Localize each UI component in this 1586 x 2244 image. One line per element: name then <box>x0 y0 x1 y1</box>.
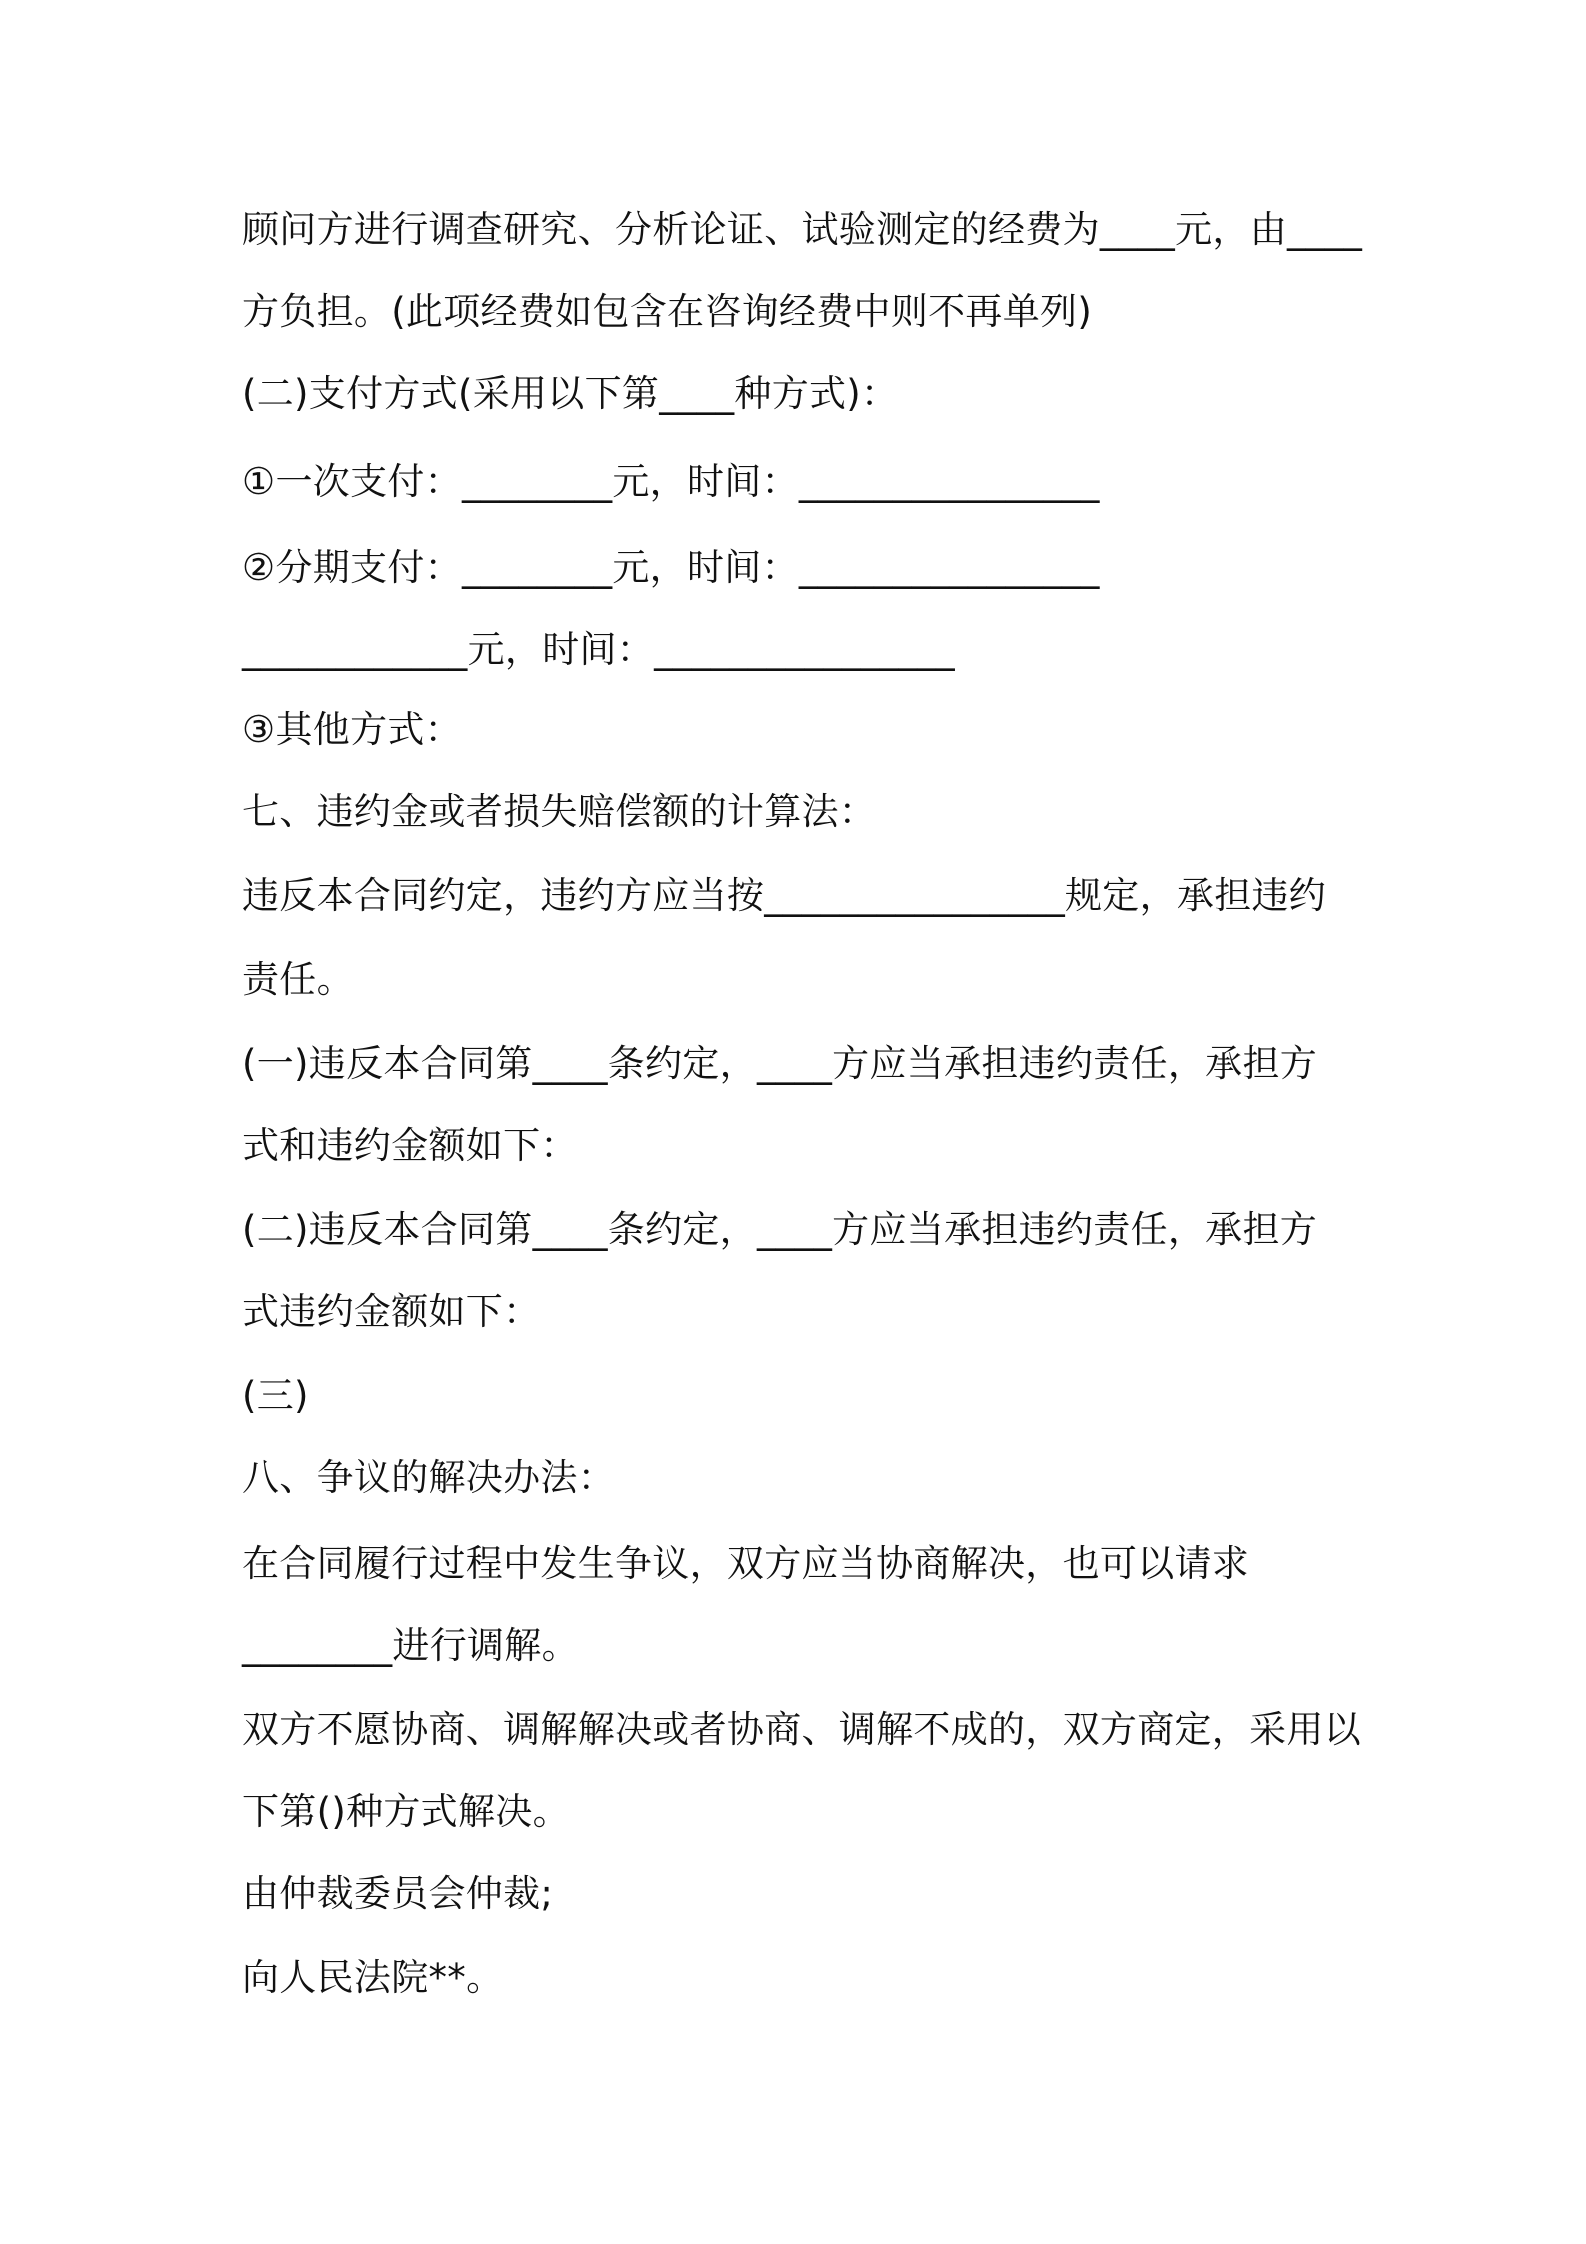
text-line-payment-method: (二)支付方式(采用以下第____种方式)： <box>242 372 899 415</box>
text-line-negotiation: 在合同履行过程中发生争议，双方应当协商解决，也可以请求 <box>242 1542 1250 1585</box>
text-line-expense: 顾问方进行调查研究、分析论证、试验测定的经费为____元，由____ <box>242 208 1363 251</box>
text-line-installment-2: ____________元，时间：________________ <box>242 628 955 671</box>
text-line-other-method: ③其他方式： <box>242 708 462 751</box>
text-line-breach: 违反本合同约定，违约方应当按________________规定，承担违约 <box>242 874 1327 917</box>
text-line-resolution: 双方不愿协商、调解解决或者协商、调解不成的，双方商定，采用以 <box>242 1708 1361 1751</box>
text-line-expense-bearer: 方负担。(此项经费如包含在咨询经费中则不再单列) <box>242 290 1093 333</box>
text-line-installment: ②分期支付：________元，时间：________________ <box>242 546 1100 589</box>
text-line-breach-clause-2: (二)违反本合同第____条约定，____方应当承担违约责任，承担方 <box>242 1208 1318 1251</box>
section-heading-penalty: 七、违约金或者损失赔偿额的计算法： <box>242 790 877 833</box>
text-line-breach-clause-1b: 式和违约金额如下： <box>242 1124 578 1167</box>
text-line-court: 向人民法院**。 <box>242 1956 504 1999</box>
text-line-arbitration: 由仲裁委员会仲裁; <box>242 1872 554 1915</box>
text-line-mediation: ________进行调解。 <box>242 1624 579 1667</box>
section-heading-dispute: 八、争议的解决办法： <box>242 1456 615 1499</box>
text-line-resolution-b: 下第()种方式解决。 <box>242 1790 570 1833</box>
text-line-responsibility: 责任。 <box>242 958 354 1001</box>
text-line-breach-clause-2b: 式违约金额如下： <box>242 1290 541 1333</box>
text-line-breach-clause-3: (三) <box>242 1374 309 1417</box>
text-line-lump-sum: ①一次支付：________元，时间：________________ <box>242 460 1100 503</box>
text-line-breach-clause-1: (一)违反本合同第____条约定，____方应当承担违约责任，承担方 <box>242 1042 1318 1085</box>
